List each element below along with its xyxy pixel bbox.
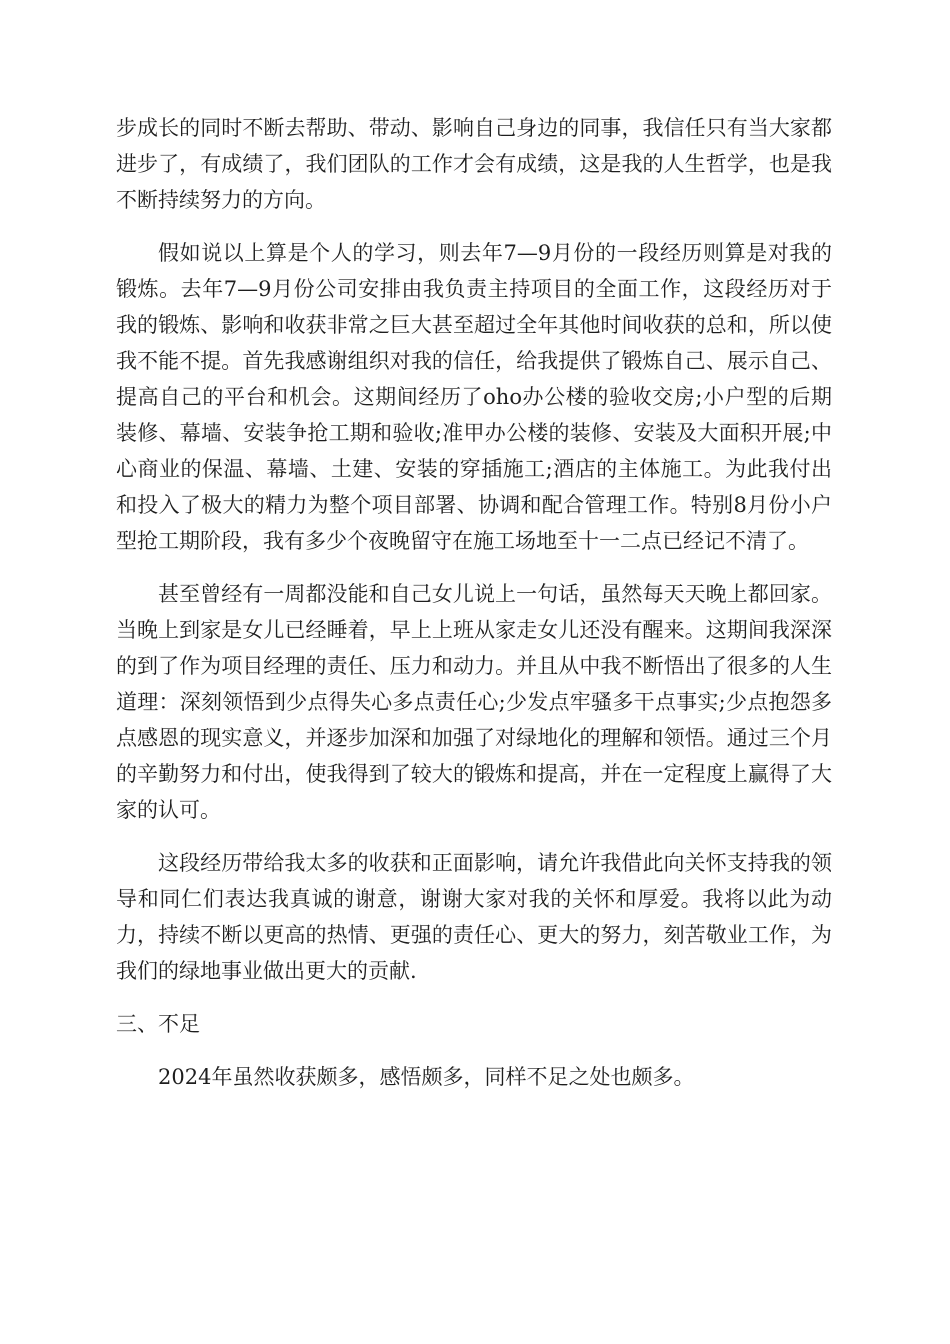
paragraph-shortcomings-intro: 2024年虽然收获颇多，感悟颇多，同样不足之处也颇多。 (158, 1065, 695, 1089)
paragraph-gratitude: 这段经历带给我太多的收获和正面影响，请允许我借此向关怀支持我的领导和同仁们表达我真诚的谢意，谢谢大家对我的关怀和厚爱。我将以此为动力，持续不断以更高的热情、更强的责任心、更大的努力，刻苦敬业工作，为我们的绿地事业做出更大的贡献. (116, 851, 832, 983)
paragraph-continuation: 步成长的同时不断去帮助、带动、影响自己身边的同事，我信任只有当大家都进步了，有成绩了，我们团队的工作才会有成绩，这是我的人生哲学，也是我不断持续努力的方向。 (116, 116, 832, 212)
paragraph-personal-sacrifice: 甚至曾经有一周都没能和自己女儿说上一句话，虽然每天天晚上都回家。当晚上到家是女儿已经睡着，早上上班从家走女儿还没有醒来。这期间我深深的到了作为项目经理的责任、压力和动力。并且从中我不断悟出了很多的人生道理：深刻领悟到少点得失心多点责任心;少发点牢骚多干点事实;少点抱怨多点感恩的现实意义，并逐步加深和加强了对绿地化的理解和领悟。通过三个月的辛勤努力和付出，使我得到了较大的锻炼和提高，并在一定程度上赢得了大家的认可。 (116, 582, 832, 822)
paragraph-project-experience: 假如说以上算是个人的学习，则去年7—9月份的一段经历则算是对我的锻炼。去年7—9月份公司安排由我负责主持项目的全面工作，这段经历对于我的锻炼、影响和收获非常之巨大甚至超过全年其他时间收获的总和，所以使我不能不提。首先我感谢组织对我的信任，给我提供了锻炼自己、展示自己、提高自己的平台和机会。这期间经历了oho办公楼的验收交房;小户型的后期装修、幕墙、安装争抢工期和验收;准甲办公楼的装修、安装及大面积开展;中心商业的保温、幕墙、土建、安装的穿插施工;酒店的主体施工。为此我付出和投入了极大的精力为整个项目部署、协调和配合管理工作。特别8月份小户型抢工期阶段，我有多少个夜晚留守在施工场地至十一二点已经记不清了。 (116, 241, 832, 553)
section-heading-shortcomings: 三、不足 (116, 1012, 200, 1036)
document-body (116, 110, 832, 1095)
